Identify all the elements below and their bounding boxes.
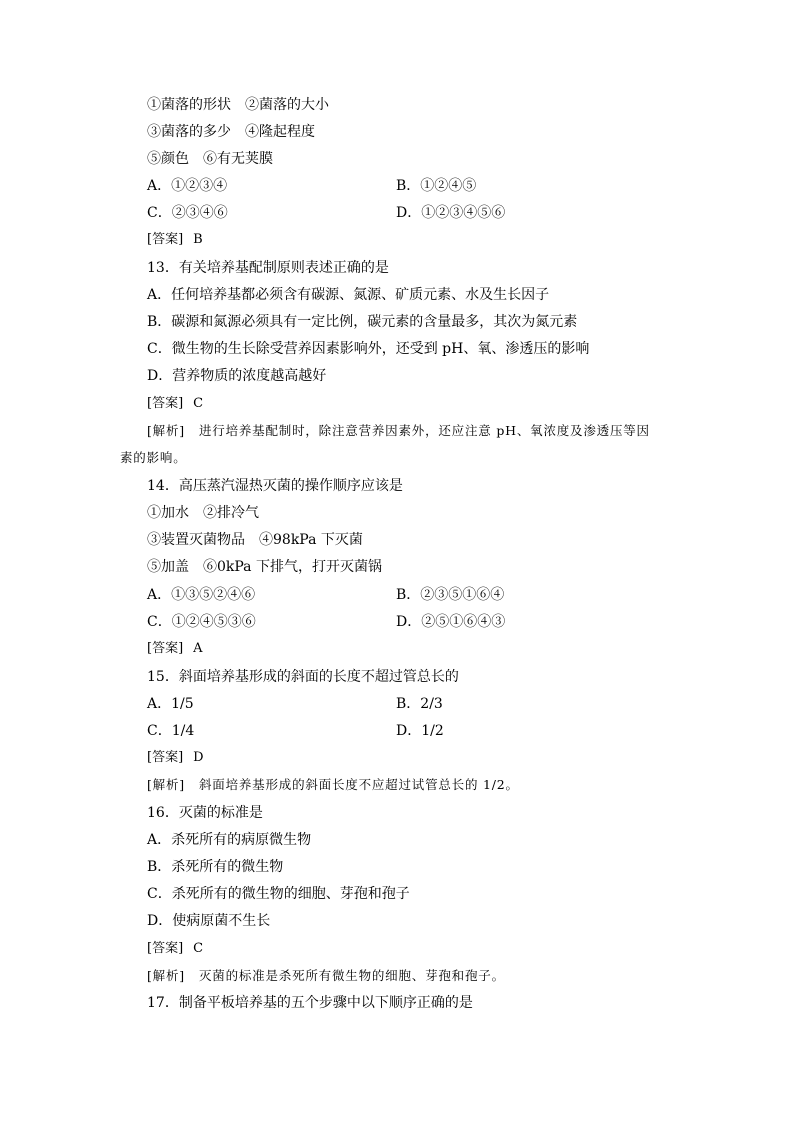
answer-tag: [答案] — [147, 232, 184, 247]
choice-d: D．②⑤①⑥④③ — [396, 614, 506, 630]
question-stem: 16．灭菌的标准是 — [147, 805, 263, 821]
choice-a: A．杀死所有的病原微生物 — [147, 832, 312, 848]
question-stem: 15．斜面培养基形成的斜面的长度不超过管总长的 — [147, 669, 459, 685]
choice-b: B．2/3 — [396, 696, 443, 712]
choice-b: B．②③⑤①⑥④ — [396, 587, 505, 603]
choice-a: A．①②③④ — [147, 178, 228, 194]
answer-line — [147, 230, 203, 250]
option-list-line: ③装置灭菌物品 ④98kPa 下灭菌 — [147, 532, 363, 548]
explanation-continuation: 素的影响。 — [120, 450, 187, 465]
explanation-tag: [解析] — [147, 968, 185, 983]
answer-line — [147, 639, 203, 659]
answer-value: A — [193, 641, 203, 656]
option-list-line: ①菌落的形状 ②菌落的大小 — [147, 97, 329, 113]
option-list-line: ③菌落的多少 ④隆起程度 — [147, 124, 315, 140]
answer-value: B — [193, 232, 203, 247]
choice-c: C．②③④⑥ — [147, 205, 228, 221]
choice-d: D．①②③④⑤⑥ — [396, 205, 506, 221]
explanation-text: 灭菌的标准是杀死所有微生物的细胞、芽孢和孢子。 — [198, 968, 505, 983]
answer-tag: [答案] — [147, 396, 184, 411]
choice-c: C．①②④⑤③⑥ — [147, 614, 256, 630]
choice-b: B．①②④⑤ — [396, 178, 477, 194]
option-list-line: ⑤颜色 ⑥有无荚膜 — [147, 151, 273, 167]
choice-c: C．微生物的生长除受营养因素影响外，还受到 pH、氧、渗透压的影响 — [147, 341, 590, 357]
choice-b: B．碳源和氮源必须具有一定比例，碳元素的含量最多，其次为氮元素 — [147, 314, 578, 330]
answer-tag: [答案] — [147, 750, 184, 765]
question-stem: 14．高压蒸汽湿热灭菌的操作顺序应该是 — [147, 478, 403, 494]
answer-value: C — [193, 941, 204, 956]
choice-d: D．使病原菌不生长 — [147, 913, 271, 929]
choice-a: A．1/5 — [147, 696, 194, 712]
answer-tag: [答案] — [147, 641, 184, 656]
option-list-line: ⑤加盖 ⑥0kPa 下排气，打开灭菌锅 — [147, 559, 382, 575]
answer-line — [147, 394, 203, 414]
choice-d: D．1/2 — [396, 723, 444, 739]
answer-line — [147, 748, 204, 768]
answer-value: C — [193, 396, 204, 411]
answer-tag: [答案] — [147, 941, 184, 956]
choice-a: A．任何培养基都必须含有碳源、氮源、矿质元素、水及生长因子 — [147, 287, 550, 303]
answer-line — [147, 939, 203, 959]
explanation-line — [147, 775, 519, 795]
explanation-text: 进行培养基配制时，除注意营养因素外，还应注意 pH、氧浓度及渗透压等因 — [198, 423, 650, 438]
explanation-tag: [解析] — [147, 423, 185, 438]
explanation-line — [147, 421, 650, 441]
question-stem: 17．制备平板培养基的五个步骤中以下顺序正确的是 — [147, 995, 473, 1011]
answer-value: D — [193, 750, 204, 765]
choice-b: B．杀死所有的微生物 — [147, 859, 284, 875]
explanation-line — [147, 966, 505, 986]
explanation-text: 斜面培养基形成的斜面长度不应超过试管总长的 1/2。 — [198, 777, 519, 792]
choice-d: D．营养物质的浓度越高越好 — [147, 368, 327, 384]
choice-c: C．1/4 — [147, 723, 195, 739]
choice-a: A．①③⑤②④⑥ — [147, 587, 256, 603]
explanation-tag: [解析] — [147, 777, 185, 792]
option-list-line: ①加水 ②排冷气 — [147, 505, 259, 521]
question-stem: 13．有关培养基配制原则表述正确的是 — [147, 260, 389, 276]
choice-c: C．杀死所有的微生物的细胞、芽孢和孢子 — [147, 886, 410, 902]
